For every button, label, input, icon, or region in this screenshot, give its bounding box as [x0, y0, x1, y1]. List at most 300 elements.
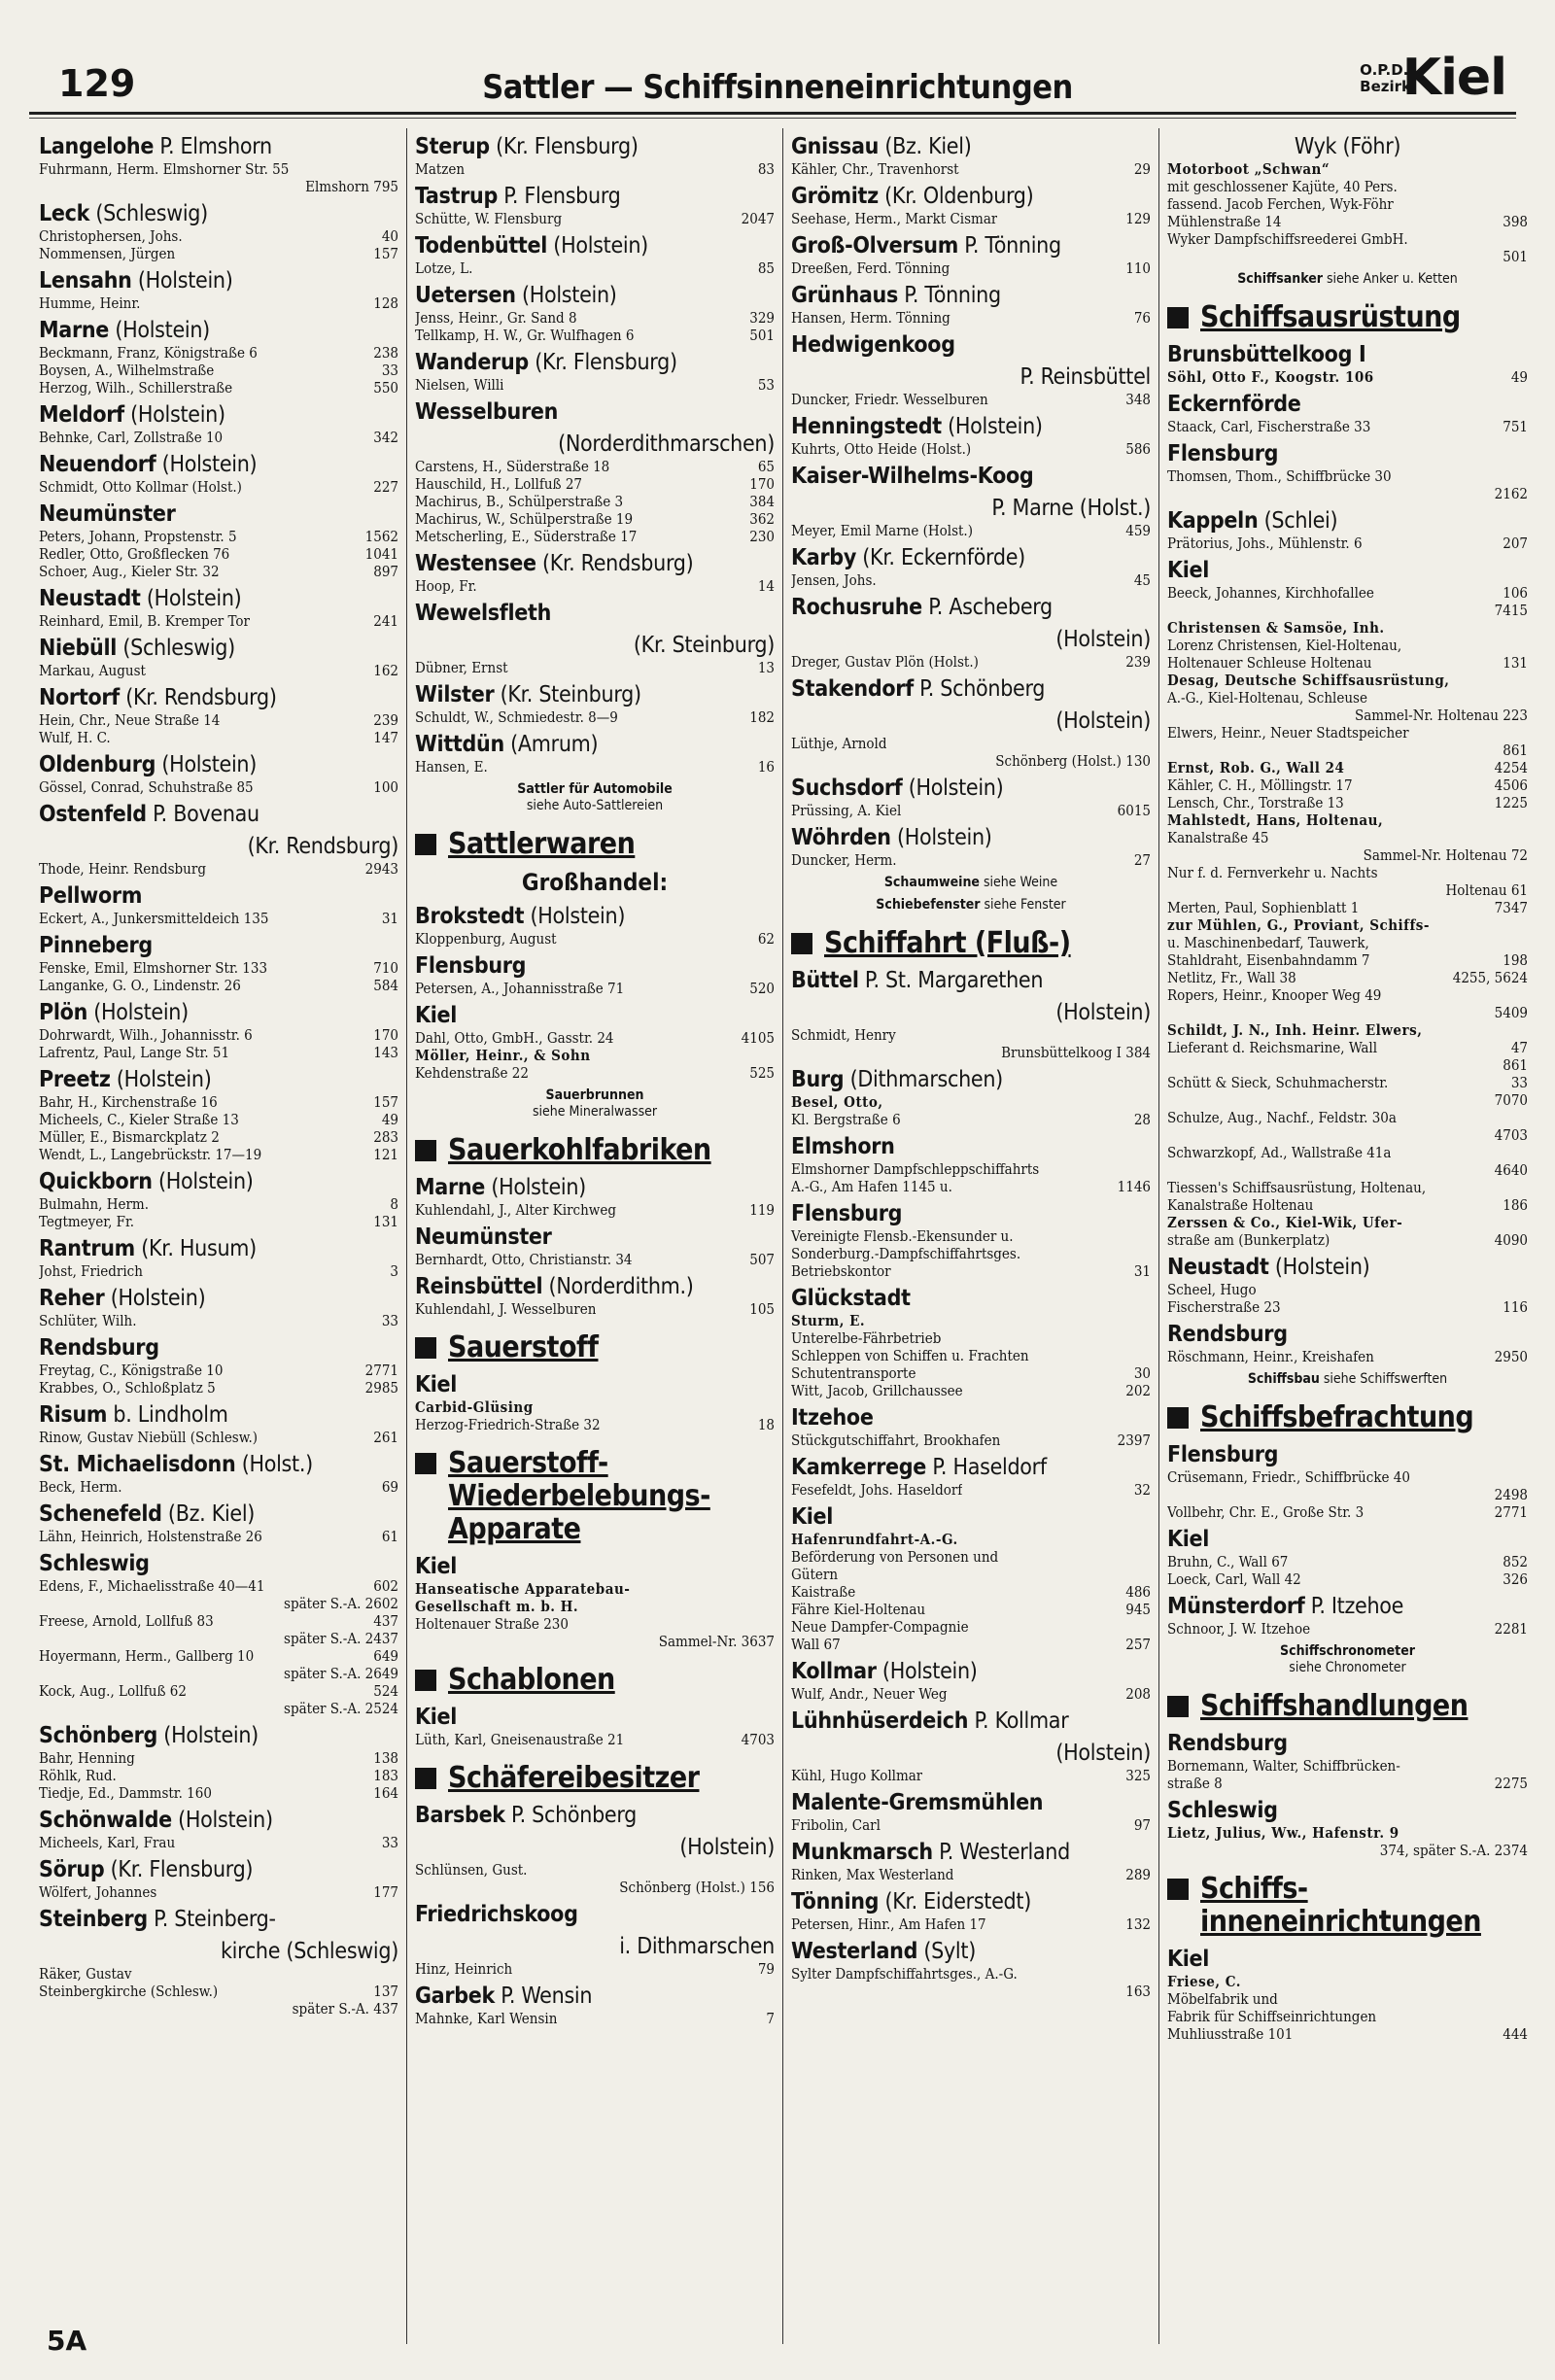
place-region: (Kr. Flensburg) — [104, 1857, 254, 1882]
listing-entry — [1167, 1214, 1528, 1231]
phone-number — [1524, 1144, 1528, 1161]
place-heading — [791, 464, 1151, 490]
listing-entry — [39, 1528, 398, 1545]
phone-number: 157 — [373, 1093, 398, 1111]
phone-number — [1524, 811, 1528, 829]
phone-number — [771, 1598, 775, 1615]
place-region: P. Kollmar — [968, 1708, 1069, 1734]
phone-number: 257 — [1125, 1636, 1151, 1653]
place-name: Gnissau — [791, 134, 880, 159]
place-name: Meldorf — [39, 402, 124, 428]
listing-entry — [1167, 654, 1528, 672]
entry-name: Fischerstraße 23 — [1167, 1298, 1281, 1316]
entry-name: Vollbehr, Chr. E., Große Str. 3 — [1167, 1503, 1365, 1521]
place-name: Kiel — [415, 1705, 458, 1730]
phone-number: 83 — [757, 160, 775, 178]
entry-text: Beförderung von Personen und — [791, 1548, 999, 1566]
entry-name: Hoop, Fr. — [415, 577, 477, 595]
section-title: Schiffahrt (Fluß-) — [824, 926, 1071, 960]
listing-entry — [415, 1960, 775, 1978]
phone-number: 6015 — [1117, 802, 1151, 819]
section-title: Schäfereibesitzer — [448, 1761, 700, 1795]
place-name: Kiel — [415, 1003, 458, 1028]
section-title: Sattlerwaren — [448, 827, 636, 861]
place-name: Elmshorn — [791, 1134, 895, 1159]
section-marker-icon — [415, 834, 436, 855]
place-heading — [415, 732, 775, 758]
phone-number: 170 — [373, 1026, 398, 1044]
section-marker-icon — [415, 1453, 436, 1474]
place-region: (Kr. Rendsburg) — [536, 551, 694, 576]
entry-name: Kuhlendahl, J., Alter Kirchweg — [415, 1201, 616, 1219]
listing-entry — [415, 1416, 775, 1433]
place-name: Schönwalde — [39, 1808, 172, 1833]
entry-text: Schleppen von Schiffen u. Frachten — [791, 1347, 1029, 1364]
listing-entry — [791, 1364, 1151, 1382]
place-name: Pellworm — [39, 883, 143, 909]
subsection-heading: Großhandel: — [521, 869, 669, 896]
section-heading — [415, 828, 775, 861]
phone-number: 31 — [1133, 1262, 1151, 1280]
phone-number: 751 — [1503, 418, 1528, 435]
listing-entry — [39, 1213, 398, 1230]
entry-continuation: 374, später S.-A. 2374 — [1379, 1842, 1528, 1859]
listing-entry — [39, 1093, 398, 1111]
listing-entry — [415, 475, 775, 493]
listing-entry — [791, 1583, 1151, 1601]
phone-number: 76 — [1133, 309, 1151, 327]
phone-number — [1524, 864, 1528, 881]
listing-entry — [791, 1866, 1151, 1883]
place-heading — [415, 551, 775, 577]
listing-entry — [1167, 986, 1528, 1004]
place-name: Stakendorf — [791, 676, 914, 702]
place-heading — [415, 1003, 775, 1029]
phone-number: 53 — [757, 376, 775, 394]
place-region: Wyk (Föhr) — [1294, 134, 1401, 159]
entry-name: Thode, Heinr. Rendsburg — [39, 860, 206, 878]
place-name: Quickborn — [39, 1169, 153, 1194]
opd-label: O.P.D. — [1360, 61, 1409, 79]
phone-number: 13 — [757, 659, 775, 676]
place-name: Sterup — [415, 134, 490, 159]
place-name: Burg — [791, 1067, 845, 1092]
place-heading — [791, 545, 1151, 571]
place-region-line: (Norderdithmarschen) — [558, 431, 775, 457]
phone-number: 1041 — [364, 545, 398, 563]
listing-entry — [415, 708, 775, 726]
place-region: (Kr. Husum) — [134, 1236, 257, 1261]
place-region-line: (Holstein) — [1055, 708, 1151, 734]
place-region-line: (Holstein) — [1055, 627, 1151, 652]
entry-name: Langanke, G. O., Lindenstr. 26 — [39, 977, 241, 994]
district-city: Kiel — [1401, 49, 1506, 107]
listing-entry — [415, 659, 775, 676]
reference-target: siehe Weine — [979, 875, 1058, 890]
entry-name: Duncker, Herm. — [791, 851, 897, 869]
column-2 — [407, 128, 783, 2344]
entry-name: Fribolin, Carl — [791, 1816, 881, 1834]
entry-name: Räker, Gustav — [39, 1965, 132, 1983]
phone-number: 649 — [373, 1647, 398, 1665]
place-heading — [791, 968, 1151, 994]
entry-name: straße am (Bunkerplatz) — [1167, 1231, 1330, 1249]
listing-entry — [791, 735, 1151, 752]
place-name: Rendsburg — [1167, 1731, 1288, 1756]
listing-entry — [1167, 1620, 1528, 1638]
listing-entry — [39, 1834, 398, 1851]
entry-name: Rinken, Max Westerland — [791, 1866, 954, 1883]
entry-name: Tellkamp, H. W., Gr. Wulfhagen 6 — [415, 327, 635, 344]
listing-entry — [1167, 899, 1528, 916]
place-heading — [791, 184, 1151, 210]
phone-number: 157 — [373, 245, 398, 262]
phone-number: 28 — [1133, 1111, 1151, 1128]
listing-entry — [39, 1312, 398, 1329]
listing-entry — [1167, 951, 1528, 969]
section-title: Schablonen — [448, 1663, 615, 1697]
listing-entry — [39, 1784, 398, 1802]
entry-text: Lorenz Christensen, Kiel-Holtenau, — [1167, 637, 1402, 654]
place-heading — [791, 1455, 1151, 1481]
place-heading — [415, 904, 775, 930]
listing-entry — [1167, 1179, 1528, 1196]
page-title: Sattler — Schiffsinneneinrichtungen — [482, 68, 1073, 107]
entry-name: Lensch, Chr., Torstraße 13 — [1167, 794, 1344, 811]
phone-number: 49 — [1510, 368, 1528, 386]
listing-entry — [1167, 1503, 1528, 1521]
phone-number: 62 — [757, 930, 775, 948]
entry-name: Edens, F., Michaelisstraße 40—41 — [39, 1577, 265, 1595]
place-heading — [39, 501, 398, 528]
phone-number: 501 — [749, 327, 775, 344]
section-heading — [415, 1664, 775, 1697]
entry-name: Fenske, Emil, Elmshorner Str. 133 — [39, 959, 268, 977]
listing-entry — [415, 1598, 775, 1615]
entry-name: Kanalstraße 45 — [1167, 829, 1269, 846]
listing-entry — [1167, 1298, 1528, 1316]
entry-continuation: 4640 — [1494, 1161, 1528, 1179]
section-marker-icon — [1167, 307, 1189, 328]
entry-name: Fesefeldt, Johs. Haseldorf — [791, 1481, 963, 1499]
phone-number: 362 — [749, 510, 775, 528]
cross-reference — [1167, 1643, 1528, 1676]
listing-entry — [1167, 1109, 1528, 1126]
place-name: Neustadt — [1167, 1255, 1269, 1280]
phone-number: 61 — [381, 1528, 398, 1545]
entry-name: Hinz, Heinrich — [415, 1960, 513, 1978]
phone-number: 241 — [373, 612, 398, 630]
reference-term: Schiffsanker — [1237, 271, 1323, 287]
listing-entry — [791, 1601, 1151, 1618]
entry-name: Nur f. d. Fernverkehr u. Nachts — [1167, 864, 1378, 881]
entry-continuation: später S.-A. 2437 — [284, 1630, 398, 1647]
phone-number: 459 — [1125, 522, 1151, 539]
listing-entry — [415, 259, 775, 277]
listing-entry — [39, 612, 398, 630]
phone-number: 137 — [373, 1983, 398, 2000]
listing-entry — [39, 711, 398, 729]
place-name: Rantrum — [39, 1236, 135, 1261]
listing-entry — [39, 545, 398, 563]
place-name: Flensburg — [1167, 441, 1279, 466]
place-region: P. Westerland — [932, 1840, 1070, 1865]
place-heading — [415, 1902, 775, 1928]
listing-entry — [39, 563, 398, 580]
entry-name: Seehase, Herm., Markt Cismar — [791, 210, 998, 227]
phone-number: 32 — [1133, 1481, 1151, 1499]
place-heading — [39, 1000, 398, 1026]
entry-name: Sylter Dampfschiffahrtsges., A.-G. — [791, 1965, 1018, 1983]
section-title: Sauerstoff-Wiederbelebungs-Apparate — [448, 1446, 710, 1546]
place-name: Steinberg — [39, 1907, 148, 1932]
listing-entry — [1167, 368, 1528, 386]
place-name: Schleswig — [39, 1551, 150, 1576]
entry-name: Neue Dampfer-Compagnie — [791, 1618, 969, 1636]
entry-name: Dübner, Ernst — [415, 659, 508, 676]
phone-number: 710 — [373, 959, 398, 977]
place-heading — [791, 134, 1151, 160]
phone-number: 47 — [1510, 1039, 1528, 1056]
phone-number — [1524, 916, 1528, 934]
column-1 — [31, 128, 407, 2344]
place-region-line: (Holstein) — [1055, 1000, 1151, 1025]
phone-number — [1524, 672, 1528, 689]
listing-entry — [39, 1044, 398, 1061]
footer-mark: 5A — [47, 2325, 87, 2357]
entry-continuation: Sammel-Nr. Holtenau 72 — [1363, 846, 1528, 864]
listing-entry — [791, 1481, 1151, 1499]
phone-number — [771, 1047, 775, 1064]
entry-name: Netlitz, Fr., Wall 38 — [1167, 969, 1296, 986]
listing-entry — [39, 362, 398, 379]
listing-entry — [1167, 535, 1528, 552]
entry-name: Hauschild, H., Lollfuß 27 — [415, 475, 583, 493]
entry-name: Herzog, Wilh., Schillerstraße — [39, 379, 233, 397]
place-heading — [791, 1708, 1151, 1735]
place-name: Neumünster — [39, 501, 176, 527]
listing-entry — [39, 1262, 398, 1280]
entry-name: Wulf, H. C. — [39, 729, 111, 746]
entry-name: Ropers, Heinr., Knooper Weg 49 — [1167, 986, 1382, 1004]
entry-name: Prüssing, A. Kiel — [791, 802, 902, 819]
place-region: (Schleswig) — [89, 201, 208, 226]
entry-name: Wölfert, Johannes — [39, 1883, 157, 1901]
entry-name: Steinbergkirche (Schlesw.) — [39, 1983, 219, 2000]
entry-name: Möller, Heinr., & Sohn — [415, 1047, 591, 1064]
entry-name: Machirus, W., Schülperstraße 19 — [415, 510, 634, 528]
place-name: Preetz — [39, 1067, 111, 1092]
place-region: P. Wensin — [494, 1983, 593, 2009]
section-marker-icon — [1167, 1407, 1189, 1429]
place-heading — [415, 350, 775, 376]
entry-name: Merten, Paul, Sophienblatt 1 — [1167, 899, 1360, 916]
place-name: Schleswig — [1167, 1798, 1278, 1823]
listing-entry — [791, 653, 1151, 671]
listing-entry — [791, 391, 1151, 408]
listing-entry — [415, 493, 775, 510]
listing-entry — [1167, 1553, 1528, 1570]
place-name: Risum — [39, 1402, 108, 1428]
place-name: Wilster — [415, 682, 495, 707]
place-name: Suchsdorf — [791, 776, 903, 801]
section-marker-icon — [415, 1337, 436, 1359]
place-name: Neumünster — [415, 1224, 552, 1250]
place-region: (Holstein) — [152, 1169, 254, 1194]
listing-entry — [791, 851, 1151, 869]
phone-number: 4090 — [1494, 1231, 1528, 1249]
entry-name: Kähler, C. H., Möllingstr. 17 — [1167, 776, 1353, 794]
phone-number: 230 — [749, 528, 775, 545]
entry-name: Eckert, A., Junkersmitteldeich 135 — [39, 910, 269, 927]
place-name: Neuendorf — [39, 452, 156, 477]
entry-name: Crüsemann, Friedr., Schiffbrücke 40 — [1167, 1468, 1410, 1486]
listing-entry — [39, 1379, 398, 1397]
place-name: Kiel — [1167, 558, 1210, 583]
listing-entry — [1167, 1039, 1528, 1056]
entry-name: Petersen, Hinr., Am Hafen 17 — [791, 1915, 986, 1933]
listing-entry — [39, 1883, 398, 1901]
entry-continuation: später S.-A. 2524 — [284, 1700, 398, 1717]
place-heading — [39, 1501, 398, 1528]
place-region: (Holstein) — [524, 904, 626, 929]
place-region: (Holstein) — [156, 452, 258, 477]
phone-number: 239 — [373, 711, 398, 729]
place-heading — [39, 452, 398, 478]
entry-name: Machirus, B., Schülperstraße 3 — [415, 493, 624, 510]
entry-name: Mühlenstraße 14 — [1167, 213, 1282, 230]
phone-number — [1147, 1531, 1151, 1548]
phone-number: 33 — [381, 362, 398, 379]
phone-number: 4105 — [741, 1029, 775, 1047]
listing-entry — [39, 294, 398, 312]
listing-entry — [415, 1861, 775, 1879]
place-name: Marne — [39, 318, 110, 343]
entry-text: Elmshorner Dampfschleppschiffahrts — [791, 1160, 1040, 1178]
place-heading — [415, 1372, 775, 1398]
entry-name: Mahlstedt, Hans, Holtenau, — [1167, 811, 1384, 829]
listing-entry — [791, 440, 1151, 458]
section-heading — [415, 1134, 775, 1167]
section-heading — [791, 927, 1151, 960]
place-name: Tönning — [791, 1889, 880, 1914]
place-heading — [791, 1504, 1151, 1531]
place-region: P. Ascheberg — [921, 595, 1053, 620]
entry-name: Christensen & Samsöe, Inh. — [1167, 619, 1385, 637]
phone-number: 69 — [381, 1478, 398, 1496]
place-name: Langelohe — [39, 134, 155, 159]
place-heading — [39, 1286, 398, 1312]
phone-number: 261 — [373, 1429, 398, 1446]
reference-target: siehe Auto-Sattlereien — [526, 798, 664, 813]
entry-name: Mahnke, Karl Wensin — [415, 2010, 558, 2027]
listing-entry — [1167, 811, 1528, 829]
entry-name: Christophersen, Johs. — [39, 227, 183, 245]
entry-continuation: später S.-A. 2649 — [284, 1665, 398, 1682]
entry-name: Fähre Kiel-Holtenau — [791, 1601, 926, 1618]
place-name: Rochusruhe — [791, 595, 922, 620]
entry-text: Möbelfabrik und — [1167, 1990, 1278, 2008]
listing-entry — [1167, 160, 1528, 178]
section-marker-icon — [1167, 1696, 1189, 1717]
phone-number: 207 — [1503, 535, 1528, 552]
listing-entry — [1167, 1824, 1528, 1842]
entry-name: Kock, Aug., Lollfuß 62 — [39, 1682, 187, 1700]
phone-number: 2047 — [741, 210, 775, 227]
phone-number: 4254 — [1494, 759, 1528, 776]
phone-number: 131 — [373, 1213, 398, 1230]
place-name: Leck — [39, 201, 90, 226]
phone-number: 525 — [749, 1064, 775, 1082]
listing-entry — [39, 860, 398, 878]
place-name: Flensburg — [791, 1201, 903, 1226]
entry-name: Kanalstraße Holtenau — [1167, 1196, 1314, 1214]
place-region: (Kr. Eiderstedt) — [879, 1889, 1031, 1914]
entry-name: Gesellschaft m. b. H. — [415, 1598, 579, 1615]
place-heading — [1167, 1527, 1528, 1553]
cross-reference — [791, 875, 1151, 891]
place-name: Rendsburg — [39, 1335, 159, 1361]
cross-reference — [791, 897, 1151, 914]
place-heading — [1167, 508, 1528, 535]
place-name: Kaiser-Wilhelms-Koog — [791, 464, 1034, 489]
place-name: Sörup — [39, 1857, 105, 1882]
place-region-line: i. Dithmarschen — [619, 1934, 775, 1959]
page-number: 129 — [58, 62, 136, 105]
place-region: P. St. Margarethen — [858, 968, 1044, 993]
listing-entry — [1167, 1757, 1528, 1775]
place-heading — [415, 1983, 775, 2010]
entry-name: Ernst, Rob. G., Wall 24 — [1167, 759, 1345, 776]
header-rule — [29, 112, 1516, 115]
place-name: Groß-Olversum — [791, 233, 959, 259]
reference-term: Schiffschronometer — [1280, 1643, 1415, 1659]
place-name: Kiel — [1167, 1947, 1210, 1972]
entry-name: Fuhrmann, Herm. Elmshorner Str. 55 — [39, 160, 290, 178]
phone-number: 227 — [373, 478, 398, 496]
phone-number: 239 — [1125, 653, 1151, 671]
entry-text: Gütern — [791, 1566, 839, 1583]
place-name: Wanderup — [415, 350, 529, 375]
place-name: Kamkerrege — [791, 1455, 927, 1480]
entry-name: Prätorius, Johs., Mühlenstr. 6 — [1167, 535, 1363, 552]
listing-entry — [39, 778, 398, 796]
entry-continuation: Schönberg (Holst.) 130 — [995, 752, 1151, 770]
place-heading — [791, 414, 1151, 440]
listing-entry — [1167, 1231, 1528, 1249]
page-header — [29, 41, 1526, 119]
phone-number — [1524, 1109, 1528, 1126]
listing-entry — [1167, 759, 1528, 776]
place-region: (Holstein) — [547, 233, 648, 259]
place-region-line: (Holstein) — [679, 1835, 775, 1860]
place-region: (Holstein) — [876, 1659, 978, 1684]
place-name: Grömitz — [791, 184, 879, 209]
place-name: Eckernförde — [1167, 392, 1301, 417]
place-heading — [791, 676, 1151, 703]
listing-entry — [1167, 916, 1528, 934]
entry-name: Loeck, Carl, Wall 42 — [1167, 1570, 1301, 1588]
place-heading — [415, 953, 775, 980]
phone-number: 584 — [373, 977, 398, 994]
listing-entry — [39, 1111, 398, 1128]
place-name: Karby — [791, 545, 857, 570]
entry-name: Bornemann, Walter, Schiffbrücken- — [1167, 1757, 1400, 1775]
listing-entry — [39, 1026, 398, 1044]
listing-entry — [1167, 1196, 1528, 1214]
entry-continuation: 7070 — [1494, 1091, 1528, 1109]
entry-name: Dahl, Otto, GmbH., Gasstr. 24 — [415, 1029, 614, 1047]
